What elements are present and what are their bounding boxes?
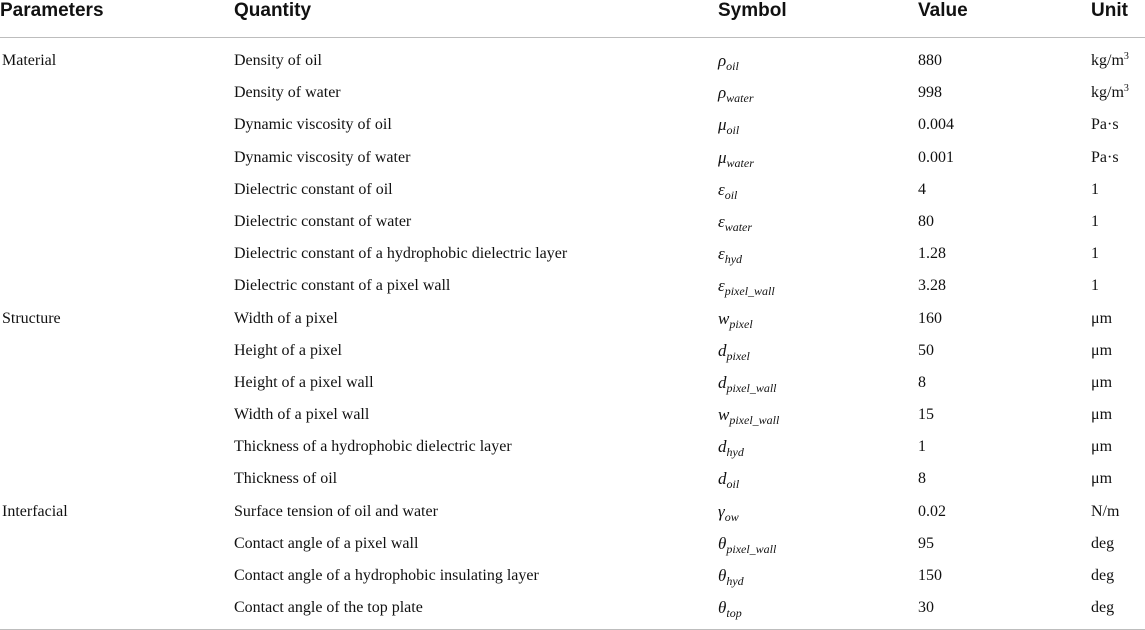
row-group-label <box>0 211 234 243</box>
symbol-subscript: oil <box>726 477 740 492</box>
unit-text: Pa·s <box>1091 116 1119 134</box>
symbol-base: γ <box>718 501 725 521</box>
row-unit <box>1091 501 1145 533</box>
unit-text: μm <box>1091 373 1113 391</box>
unit-text: 1 <box>1091 212 1099 230</box>
unit-text: deg <box>1091 567 1115 584</box>
row-unit <box>1091 565 1145 597</box>
symbol-base: ε <box>718 276 725 296</box>
symbol-base: d <box>718 469 727 489</box>
symbol-base: ρ <box>718 51 727 70</box>
row-quantity: Height of a pixel wall <box>234 373 374 391</box>
header-value: Value <box>918 0 1091 38</box>
row-symbol <box>718 468 918 500</box>
row-quantity: Width of a pixel <box>234 309 338 327</box>
table-row <box>0 50 1145 82</box>
row-group-label <box>0 340 234 372</box>
symbol-subscript: water <box>726 91 754 106</box>
row-symbol <box>718 82 918 114</box>
row-group-label <box>0 243 234 275</box>
symbol-subscript: ow <box>724 509 739 524</box>
row-unit <box>1091 468 1145 500</box>
table-row <box>0 275 1145 307</box>
unit-text: Pa·s <box>1091 148 1119 166</box>
row-value: 50 <box>918 341 934 359</box>
row-group-label <box>0 436 234 468</box>
row-quantity: Dynamic viscosity of water <box>234 148 411 166</box>
row-quantity: Dielectric constant of a hydrophobic dielectric layer <box>234 245 568 263</box>
row-unit <box>1091 308 1145 340</box>
row-unit <box>1091 597 1145 630</box>
unit-text: μm <box>1091 438 1113 456</box>
row-quantity: Thickness of oil <box>234 470 338 488</box>
symbol-base: w <box>718 308 730 328</box>
row-value: 0.004 <box>918 116 954 134</box>
table-row <box>0 436 1145 468</box>
unit-text: 1 <box>1091 277 1099 295</box>
table-row <box>0 114 1145 146</box>
table-row <box>0 179 1145 211</box>
row-symbol <box>718 275 918 307</box>
row-value: 4 <box>918 180 926 198</box>
unit-text: kg/m <box>1091 52 1124 69</box>
row-value: 1.28 <box>918 245 946 263</box>
header-symbol: Symbol <box>718 0 918 38</box>
symbol-base: d <box>718 340 727 360</box>
table-row <box>0 501 1145 533</box>
unit-text: kg/m <box>1091 84 1124 102</box>
table-header <box>0 0 1145 50</box>
row-value: 30 <box>918 597 1091 630</box>
unit-text: N/m <box>1091 502 1120 520</box>
unit-superscript: 3 <box>1123 51 1129 62</box>
unit-text: μm <box>1091 470 1113 488</box>
row-quantity: Density of oil <box>234 52 322 69</box>
symbol-base: ε <box>718 244 725 264</box>
row-symbol <box>718 308 918 340</box>
table-row <box>0 82 1145 114</box>
symbol-subscript: oil <box>726 123 740 138</box>
row-quantity: Dielectric constant of a pixel wall <box>234 277 451 295</box>
row-symbol <box>718 372 918 404</box>
unit-text: 1 <box>1091 180 1099 198</box>
row-quantity: Thickness of a hydrophobic dielectric layer <box>234 438 512 456</box>
header-quantity: Quantity <box>234 0 718 38</box>
row-unit <box>1091 179 1145 211</box>
symbol-subscript: hyd <box>724 252 743 267</box>
row-symbol <box>718 147 918 179</box>
row-symbol <box>718 501 918 533</box>
symbol-subscript: pixel_wall <box>724 284 775 299</box>
row-group-label <box>0 179 234 211</box>
table-row <box>0 243 1145 275</box>
unit-text: deg <box>1091 534 1115 552</box>
row-value: 8 <box>918 373 926 391</box>
row-group-label <box>0 147 234 179</box>
table-row <box>0 565 1145 597</box>
symbol-subscript: pixel_wall <box>726 541 777 556</box>
row-group-label: Interfacial <box>2 502 68 520</box>
symbol-base: ε <box>718 179 725 199</box>
row-group-label <box>0 275 234 307</box>
symbol-subscript: water <box>724 219 753 234</box>
row-quantity: Contact angle of the top plate <box>234 597 718 630</box>
row-symbol <box>718 404 918 436</box>
row-unit <box>1091 211 1145 243</box>
row-quantity: Dynamic viscosity of oil <box>234 116 392 134</box>
row-group-label <box>0 565 234 597</box>
row-unit <box>1091 114 1145 146</box>
row-symbol <box>718 565 918 597</box>
row-symbol <box>718 243 918 275</box>
row-value: 160 <box>918 309 942 327</box>
table-row <box>0 597 1145 630</box>
symbol-subscript: hyd <box>726 445 744 460</box>
table-row <box>0 404 1145 436</box>
symbol-subscript: oil <box>724 187 738 202</box>
symbol-base: ρ <box>718 83 727 103</box>
symbol-base: d <box>718 437 727 457</box>
row-group-label <box>0 372 234 404</box>
row-symbol <box>718 114 918 146</box>
row-symbol <box>718 597 918 630</box>
row-unit <box>1091 404 1145 436</box>
symbol-subscript: pixel <box>729 316 753 331</box>
symbol-base: θ <box>718 598 727 618</box>
row-group-label: Material <box>2 52 57 69</box>
row-unit <box>1091 147 1145 179</box>
symbol-subscript: pixel_wall <box>729 413 780 428</box>
table-row <box>0 533 1145 565</box>
row-value: 150 <box>918 567 942 584</box>
table-body <box>0 50 1145 630</box>
row-quantity: Contact angle of a hydrophobic insulating layer <box>234 567 539 584</box>
row-unit <box>1091 533 1145 565</box>
header-unit: Unit <box>1091 0 1145 38</box>
row-symbol <box>718 533 918 565</box>
row-group-label: Structure <box>2 309 61 327</box>
table-row <box>0 211 1145 243</box>
row-value: 3.28 <box>918 277 946 295</box>
row-value: 0.02 <box>918 502 946 520</box>
unit-text: μm <box>1091 309 1113 327</box>
row-value: 8 <box>918 470 926 488</box>
symbol-subscript: pixel_wall <box>726 380 777 395</box>
symbol-base: w <box>718 405 730 425</box>
unit-text: deg <box>1091 599 1115 617</box>
row-unit <box>1091 340 1145 372</box>
row-group-label <box>0 533 234 565</box>
symbol-subscript: hyd <box>726 574 744 588</box>
row-unit <box>1091 436 1145 468</box>
unit-text: 1 <box>1091 245 1099 263</box>
symbol-subscript: top <box>726 606 742 621</box>
row-group-label <box>0 404 234 436</box>
symbol-base: d <box>718 372 727 392</box>
row-symbol <box>718 436 918 468</box>
table-row <box>0 308 1145 340</box>
row-value: 880 <box>918 52 942 69</box>
symbol-subscript: pixel <box>726 348 750 363</box>
symbol-base: θ <box>718 566 727 585</box>
row-symbol <box>718 340 918 372</box>
symbol-subscript: water <box>726 155 754 170</box>
symbol-base: μ <box>718 147 727 167</box>
unit-text: μm <box>1091 406 1113 424</box>
row-symbol <box>718 179 918 211</box>
row-value: 95 <box>918 534 934 552</box>
header-row <box>0 0 1145 38</box>
row-group-label <box>0 468 234 500</box>
row-unit <box>1091 50 1145 82</box>
unit-text: μm <box>1091 341 1113 359</box>
row-quantity: Surface tension of oil and water <box>234 502 438 520</box>
row-group-label <box>0 114 234 146</box>
header-parameters: Parameters <box>0 0 234 38</box>
row-quantity: Width of a pixel wall <box>234 406 370 424</box>
row-quantity: Dielectric constant of water <box>234 212 412 230</box>
table-row <box>0 340 1145 372</box>
row-value: 0.001 <box>918 148 954 166</box>
row-group-label <box>0 597 234 630</box>
row-value: 1 <box>918 438 926 456</box>
table-row <box>0 147 1145 179</box>
row-unit <box>1091 82 1145 114</box>
row-value: 80 <box>918 212 934 230</box>
table-row <box>0 372 1145 404</box>
row-symbol <box>718 211 918 243</box>
symbol-base: μ <box>718 115 727 135</box>
row-value: 998 <box>918 84 942 102</box>
symbol-subscript: oil <box>726 59 739 73</box>
row-unit <box>1091 275 1145 307</box>
symbol-base: θ <box>718 533 727 553</box>
row-quantity: Height of a pixel <box>234 341 342 359</box>
row-quantity: Density of water <box>234 84 341 102</box>
row-value: 15 <box>918 406 934 424</box>
row-group-label <box>0 82 234 114</box>
row-unit <box>1091 243 1145 275</box>
row-quantity: Contact angle of a pixel wall <box>234 534 419 552</box>
table-row <box>0 468 1145 500</box>
row-quantity: Dielectric constant of oil <box>234 180 393 198</box>
row-unit <box>1091 372 1145 404</box>
symbol-base: ε <box>718 211 725 231</box>
unit-superscript: 3 <box>1123 83 1129 95</box>
row-symbol <box>718 50 918 82</box>
